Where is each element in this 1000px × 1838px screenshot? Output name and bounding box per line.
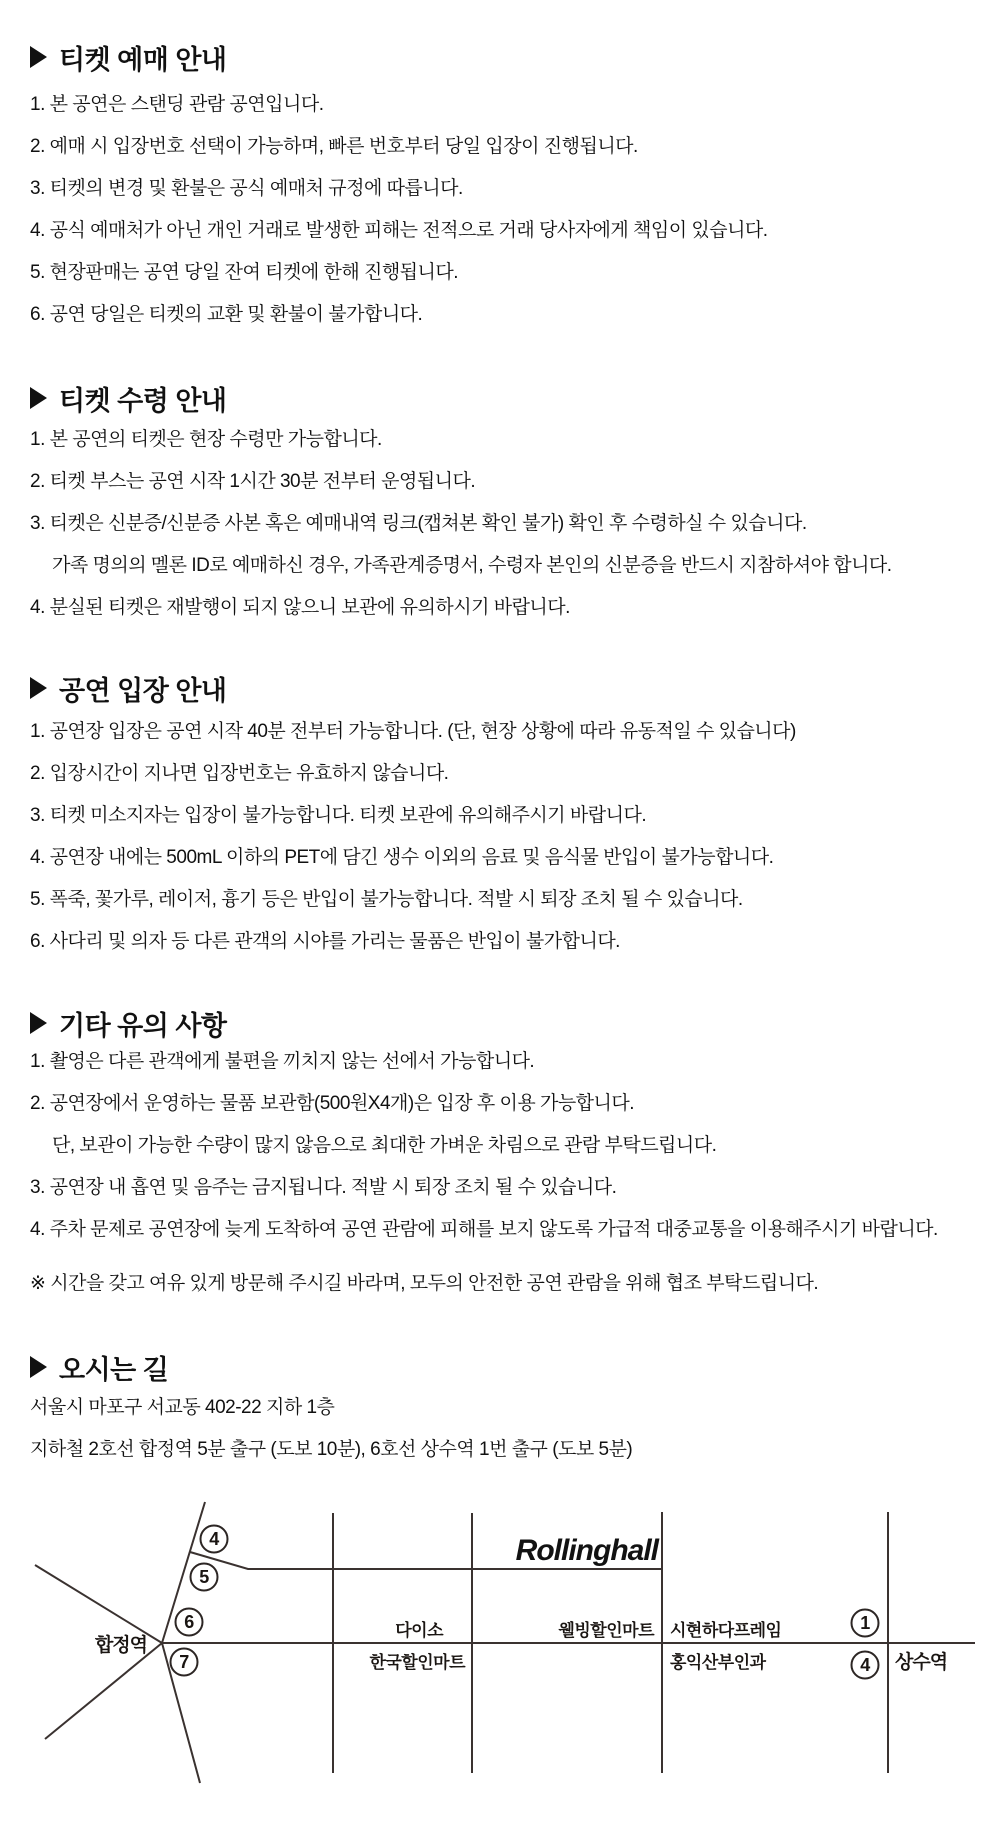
road-lower-left-diagonal	[45, 1643, 162, 1739]
exit-marker-5-left	[191, 1564, 218, 1591]
exit-marker-7-left	[171, 1649, 198, 1676]
notice-line: 4. 분실된 티켓은 재발행이 되지 않으니 보관에 유의하시기 바랍니다.	[30, 597, 570, 618]
section-directions-lines	[30, 1387, 1000, 1471]
notice-line: 2. 티켓 부스는 공연 시작 1시간 30분 전부터 운영됩니다.	[30, 471, 476, 492]
notice-line: 3. 티켓의 변경 및 환불은 공식 예매처 규정에 따릅니다.	[30, 178, 463, 199]
section-other-notes	[30, 1006, 990, 1040]
notice-line: 5. 폭죽, 꽃가루, 레이저, 흉기 등은 반입이 불가능합니다. 적발 시 퇴장 조치 될 수 있습니다.	[30, 889, 743, 910]
exit-number: 4	[209, 1529, 219, 1549]
venue-address: 서울시 마포구 서교동 402-22 지하 1층	[30, 1397, 335, 1418]
place-label-wellbeing-mart: 웰빙할인마트	[558, 1621, 654, 1640]
exit-marker-4-left	[201, 1526, 228, 1553]
notice-line: 1. 본 공연의 티켓은 현장 수령만 가능합니다.	[30, 429, 382, 450]
notice-line: 4. 공연장 내에는 500mL 이하의 PET에 담긴 생수 이외의 음료 및 음식물 반입이 불가능합니다.	[30, 847, 774, 868]
notice-line: 3. 티켓은 신분증/신분증 사본 혹은 예매내역 링크(캡쳐본 확인 불가) 확인 후 수령하실 수 있습니다.	[30, 513, 807, 534]
section-title: 공연 입장 안내	[59, 675, 227, 706]
triangle-bullet-icon	[30, 387, 47, 409]
place-label-daiso: 다이소	[395, 1621, 443, 1640]
section-title: 티켓 예매 안내	[59, 44, 227, 75]
exit-marker-4-right	[852, 1652, 879, 1679]
station-label-hapjeong: 합정역	[94, 1635, 147, 1656]
section-entry-lines	[30, 711, 1000, 963]
section-ticket-booking	[30, 40, 990, 74]
exit-number: 5	[199, 1567, 209, 1587]
notice-line: 2. 예매 시 입장번호 선택이 가능하며, 빠른 번호부터 당일 입장이 진행됩니다.	[30, 136, 638, 157]
triangle-bullet-icon	[30, 677, 47, 699]
subway-directions: 지하철 2호선 합정역 5분 출구 (도보 10분), 6호선 상수역 1번 출구 (도보 5분)	[30, 1439, 633, 1460]
notice-line: 6. 공연 당일은 티켓의 교환 및 환불이 불가합니다.	[30, 304, 423, 325]
section-entry	[30, 671, 990, 705]
section-other-notes-lines	[30, 1041, 1000, 1251]
notice-line: 2. 입장시간이 지나면 입장번호는 유효하지 않습니다.	[30, 763, 449, 784]
safety-note: ※ 시간을 갖고 여유 있게 방문해 주시길 바라며, 모두의 안전한 공연 관람을 위해 협조 부탁드립니다.	[30, 1273, 819, 1294]
place-label-korea-mart: 한국할인마트	[369, 1653, 465, 1672]
triangle-bullet-icon	[30, 1356, 47, 1378]
station-label-sangsu: 상수역	[895, 1652, 948, 1673]
road-upper-left-diagonal	[35, 1565, 162, 1643]
section-title: 기타 유의 사항	[59, 1010, 227, 1041]
exit-number: 6	[184, 1612, 194, 1632]
notice-line: 2. 공연장에서 운영하는 물품 보관함(500원X4개)은 입장 후 이용 가능합니다.	[30, 1093, 635, 1114]
notice-line: 4. 주차 문제로 공연장에 늦게 도착하여 공연 관람에 피해를 보지 않도록 가급적 대중교통을 이용해주시기 바랍니다.	[30, 1219, 938, 1240]
notice-line: 4. 공식 예매처가 아닌 개인 거래로 발생한 피해는 전적으로 거래 당사자에게 책임이 있습니다.	[30, 220, 768, 241]
exit-marker-1-right	[852, 1610, 879, 1637]
notice-line: 3. 티켓 미소지자는 입장이 불가능합니다. 티켓 보관에 유의해주시기 바랍니다.	[30, 805, 647, 826]
exit-number: 1	[860, 1613, 870, 1633]
section-title: 티켓 수령 안내	[59, 385, 227, 416]
notice-line: 3. 공연장 내 흡연 및 음주는 금지됩니다. 적발 시 퇴장 조치 될 수 있습니다.	[30, 1177, 617, 1198]
notice-line: 1. 촬영은 다른 관객에게 불편을 끼치지 않는 선에서 가능합니다.	[30, 1051, 535, 1072]
section-directions	[30, 1350, 990, 1384]
exit-marker-6-left	[176, 1609, 203, 1636]
section-heading	[30, 671, 990, 705]
notice-line: 1. 공연장 입장은 공연 시작 40분 전부터 가능합니다. (단, 현장 상황에 따라 유동적일 수 있습니다)	[30, 721, 796, 742]
venue-map	[0, 1480, 1000, 1833]
notice-line: 5. 현장판매는 공연 당일 잔여 티켓에 한해 진행됩니다.	[30, 262, 459, 283]
section-heading	[30, 1006, 990, 1040]
notice-line-continuation: 가족 명의의 멜론 ID로 예매하신 경우, 가족관계증명서, 수령자 본인의 신분증을 반드시 지참하셔야 합니다.	[52, 555, 892, 576]
section-ticket-pickup-lines	[30, 419, 1000, 629]
rollinghall-logo: Rollinghall	[515, 1534, 658, 1567]
section-heading	[30, 1350, 990, 1384]
triangle-bullet-icon	[30, 46, 47, 68]
section-heading	[30, 381, 990, 415]
triangle-bullet-icon	[30, 1012, 47, 1034]
exit-number: 7	[179, 1652, 189, 1672]
notice-line: 6. 사다리 및 의자 등 다른 관객의 시야를 가리는 물품은 반입이 불가합니다.	[30, 931, 620, 952]
exit-number: 4	[860, 1655, 870, 1675]
notice-line-continuation: 단, 보관이 가능한 수량이 많지 않음으로 최대한 가벼운 차림으로 관람 부탁드립니다.	[52, 1135, 717, 1156]
section-ticket-pickup	[30, 381, 990, 415]
venue-map-svg	[0, 1480, 1000, 1833]
place-label-sihyeon-frame: 시현하다프레임	[670, 1621, 782, 1640]
section-title: 오시는 길	[59, 1354, 169, 1385]
place-label-hongik-clinic: 홍익산부인과	[670, 1653, 766, 1672]
section-heading	[30, 40, 990, 74]
notice-line: 1. 본 공연은 스탠딩 관람 공연입니다.	[30, 94, 324, 115]
section-ticket-booking-lines	[30, 84, 1000, 336]
